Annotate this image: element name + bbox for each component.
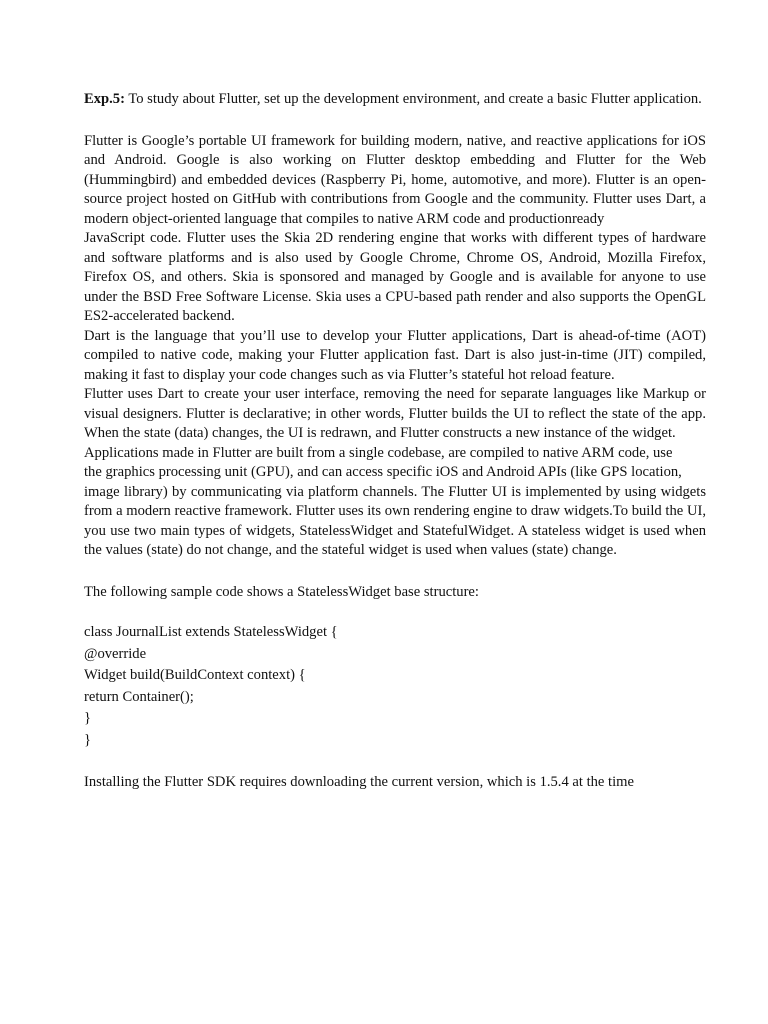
paragraph-gpu: the graphics processing unit (GPU), and can access specific iOS and Android APIs (like GPS location,: [84, 464, 682, 480]
paragraph-single-codebase: Applications made in Flutter are built from a single codebase, are compiled to native ARM code, use: [84, 444, 673, 461]
paragraph-dart: Dart is the language that you’ll use to develop your Flutter applications, Dart is ahead-of-time (AOT) compiled to native code, making your Flutter application fast. Dart is also just-in-time (JIT) compiled, making it fast to display your code changes such as via Flutter’s stateful hot reload feature.: [84, 327, 706, 383]
code-line: return Container();: [84, 688, 194, 705]
sample-code-intro: The following sample code shows a StatelessWidget base structure:: [84, 583, 479, 600]
experiment-title: To study about Flutter, set up the development environment, and create a basic Flutter application.: [124, 91, 702, 107]
paragraph-widgets: image library) by communicating via platform channels. The Flutter UI is implemented by using widgets from a modern reactive framework. Flutter uses its own rendering engine to draw widgets.To build the UI, you use two main types of widgets, StatelessWidget and StatefulWidget. A stateless widget is used when the values (state) do not change, and the stateful widget is used when values (state) change.: [84, 483, 706, 558]
paragraph-skia: JavaScript code. Flutter uses the Skia 2D rendering engine that works with different types of hardware and software platforms and is also used by Google Chrome, Chrome OS, Android, Mozilla Firefox, Firefox OS, and others. Skia is sponsored and managed by Google and is available for anyone to use under the BSD Free Software License. Skia uses a CPU-based path render and also supports the OpenGL ES2-accelerated backend.: [84, 230, 706, 324]
experiment-label: Exp.5:: [84, 91, 125, 107]
code-line: Widget build(BuildContext context) {: [84, 667, 306, 683]
paragraph-declarative-ui: Flutter uses Dart to create your user interface, removing the need for separate languages like Markup or visual designers. Flutter is declarative; in other words, Flutter builds the UI to reflect the state of the app. When the state (data) changes, the UI is redrawn, and Flutter constructs a new instance of the widget.: [84, 386, 706, 441]
code-line: }: [84, 710, 92, 726]
experiment-heading: [84, 90, 706, 110]
code-line: }: [84, 731, 92, 748]
code-line: @override: [84, 645, 147, 662]
paragraph-install-sdk: Installing the Flutter SDK requires downloading the current version, which is 1.5.4 at the time: [84, 774, 634, 790]
code-sample: [84, 622, 706, 751]
code-line: class JournalList extends StatelessWidget {: [84, 624, 338, 640]
paragraph-flutter-intro: Flutter is Google’s portable UI framework for building modern, native, and reactive applications for iOS and Android. Google is also working on Flutter desktop embedding and Flutter for the Web (Hummingbird) and embedded devices (Raspberry Pi, home, automotive, and more). Flutter is an open-source project hosted on GitHub with contributions from Google and the community. Flutter uses Dart, a modern object-oriented language that compiles to native ARM code and productionready: [84, 132, 706, 227]
